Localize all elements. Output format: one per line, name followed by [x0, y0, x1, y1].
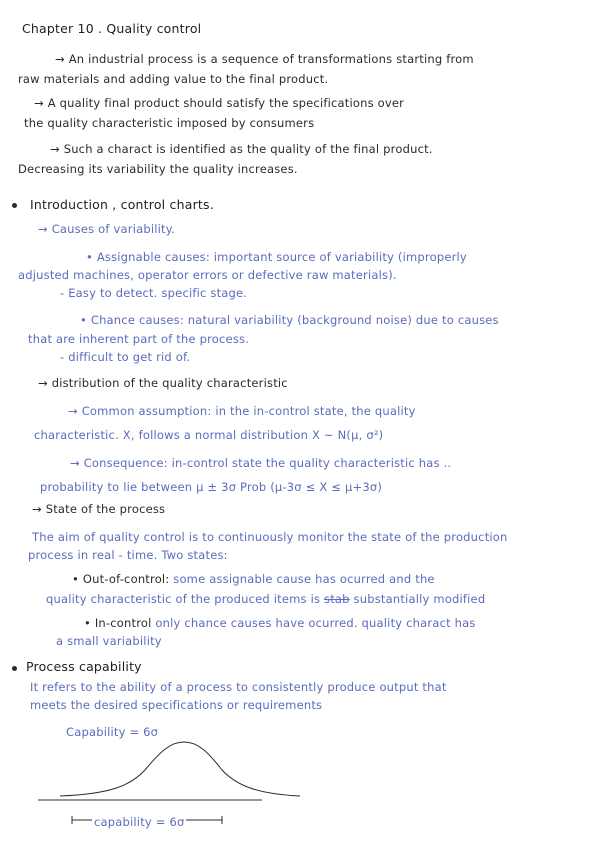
- section-heading-capability: Process capability: [26, 659, 142, 674]
- distribution-line-2: characteristic. X, follows a normal distribution X ~ N(μ, σ²): [34, 428, 384, 442]
- out-of-control-line-2: quality characteristic of the produced items is stab substantially modified: [46, 592, 486, 606]
- capability-line-1: It refers to the ability of a process to consistently produce output that: [30, 680, 447, 694]
- bell-curve: [60, 742, 300, 796]
- assignable-line-1: • Assignable causes: important source of variability (improperly: [86, 250, 467, 264]
- distribution-line-3: → Consequence: in-control state the quality characteristic has ..: [70, 456, 452, 470]
- intro-line-2: raw materials and adding value to the final product.: [18, 72, 329, 86]
- chapter-title: Chapter 10 . Quality control: [22, 21, 202, 36]
- distribution-line-1: → Common assumption: in the in-control state, the quality: [68, 404, 416, 418]
- in-control-term: • In-control: [84, 616, 156, 630]
- assignable-line-2: adjusted machines, operator errors or defective raw materials).: [18, 268, 397, 282]
- out-of-control-term: • Out-of-control:: [72, 572, 174, 586]
- in-control-line-2: a small variability: [56, 634, 162, 648]
- chance-note: - difficult to get rid of.: [60, 350, 191, 364]
- out-of-control-text: some assignable cause has ocurred and the: [173, 572, 435, 586]
- capability-line-2: meets the desired specifications or requirements: [30, 698, 323, 712]
- assignable-note: - Easy to detect. specific stage.: [60, 286, 248, 300]
- state-line-2: process in real - time. Two states:: [28, 548, 228, 562]
- chance-line-1: • Chance causes: natural variability (background noise) due to causes: [80, 313, 499, 327]
- capability-range-label: capability = 6σ: [94, 815, 185, 829]
- section-heading-introduction: Introduction , control charts.: [30, 197, 214, 212]
- distribution-heading: → distribution of the quality characteristic: [38, 376, 288, 390]
- state-heading: → State of the process: [32, 502, 166, 516]
- struck-word: stab: [324, 592, 350, 606]
- intro-line-4: the quality characteristic imposed by consumers: [24, 116, 315, 130]
- intro-line-5: → Such a charact is identified as the quality of the final product.: [50, 142, 433, 156]
- chance-line-2: that are inherent part of the process.: [28, 332, 250, 346]
- capability-formula: Capability = 6σ: [66, 725, 159, 739]
- intro-line-6: Decreasing its variability the quality increases.: [18, 162, 298, 176]
- distribution-line-4: probability to lie between μ ± 3σ Prob (μ-3σ ≤ X ≤ μ+3σ): [40, 480, 383, 494]
- causes-heading: → Causes of variability.: [38, 222, 175, 236]
- intro-line-1: → An industrial process is a sequence of transformations starting from: [55, 52, 474, 66]
- intro-line-3: → A quality final product should satisfy the specifications over: [34, 96, 405, 110]
- state-line-1: The aim of quality control is to continuously monitor the state of the production: [32, 530, 508, 544]
- in-control-text: only chance causes have ocurred. quality charact has: [155, 616, 476, 630]
